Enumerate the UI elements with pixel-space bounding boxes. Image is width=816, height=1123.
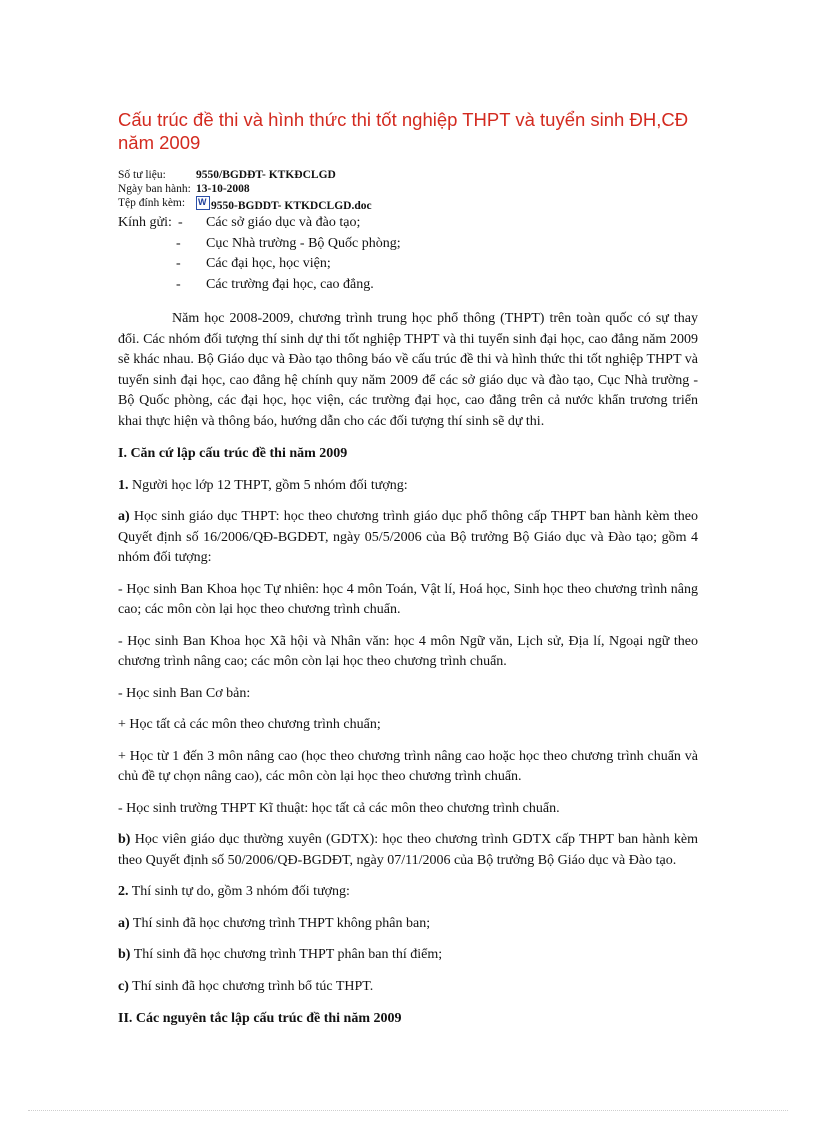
- meta-label: Ngày ban hành:: [118, 183, 191, 195]
- page-bottom-divider: [28, 1110, 788, 1111]
- paragraph-text: Thí sinh đã học chương trình THPT không phân ban;: [129, 915, 431, 931]
- page-title: Cấu trúc đề thi và hình thức thi tốt nghiệp THPT và tuyển sinh ĐH,CĐ năm 2009: [118, 109, 689, 153]
- recipient-row: [118, 234, 698, 255]
- item-label: c): [118, 978, 129, 994]
- paragraph-b: [118, 830, 698, 871]
- recipients-list: [118, 213, 698, 295]
- paragraph-2b: [118, 945, 698, 966]
- paragraph-text: Thí sinh đã học chương trình bổ túc THPT.: [128, 978, 374, 994]
- recipient-row: [118, 254, 698, 275]
- attachment-filename: 9550-BGDDT- KTKDCLGD.doc: [211, 200, 372, 212]
- paragraph-a: [118, 507, 698, 569]
- item-label: b): [118, 832, 131, 847]
- paragraph-ban-tu-nhien: - Học sinh Ban Khoa học Tự nhiên: học 4 môn Toán, Vật lí, Hoá học, Sinh học theo chương trình nâng cao; các môn còn lại học theo chương trình chuẩn.: [118, 581, 698, 617]
- item-label: b): [118, 947, 131, 962]
- attachment-link[interactable]: [196, 196, 372, 213]
- item-label: a): [118, 915, 130, 931]
- paragraph-text: Thí sinh đã học chương trình THPT phân ban thí điểm;: [130, 947, 443, 962]
- paragraph-1: [118, 476, 698, 497]
- paragraph-2a: [118, 914, 698, 935]
- word-document-icon: [196, 196, 210, 210]
- dash: -: [176, 256, 181, 271]
- document-metadata: [118, 168, 698, 213]
- paragraph-ban-xa-hoi: - Học sinh Ban Khoa học Xã hội và Nhân văn: học 4 môn Ngữ văn, Lịch sử, Địa lí, Ngoại ngữ theo chương trình nâng cao; các môn còn lại học theo chương trình chuẩn.: [118, 633, 698, 669]
- dash: -: [176, 235, 181, 251]
- recipients-lead: Kính gửi:: [118, 215, 172, 230]
- meta-label: Số tư liệu:: [118, 169, 166, 181]
- paragraph-text: Học viên giáo dục thường xuyên (GDTX): học theo chương trình GDTX cấp THPT ban hành kèm theo Quyết định số 50/2006/QĐ-BGDĐT, ngày 07/11/2006 của Bộ trưởng Bộ Giáo dục và Đào tạo.: [118, 832, 698, 868]
- meta-label: Tệp đính kèm:: [118, 197, 186, 209]
- meta-row-tep-dinh-kem: [118, 196, 698, 213]
- recipient-item: Cục Nhà trường - Bộ Quốc phòng;: [206, 235, 401, 251]
- meta-row-so-tu-lieu: [118, 168, 698, 182]
- meta-row-ngay-ban-hanh: [118, 182, 698, 196]
- section-heading: I. Căn cứ lập cấu trúc đề thi năm 2009: [118, 446, 348, 461]
- meta-value: 9550/BGDĐT- KTKĐCLGD: [196, 169, 336, 181]
- item-number: 2.: [118, 884, 129, 899]
- recipient-item: Các đại học, học viện;: [206, 256, 331, 271]
- paragraph-text: Học sinh giáo dục THPT: học theo chương trình giáo dục phổ thông cấp THPT ban hành kèm theo Quyết định số 16/2006/QĐ-BGDĐT, ngày 05/5/2006 của Bộ trưởng Bộ Giáo dục và Đào tạo; gồm 4 nhóm đối tượng:: [118, 509, 698, 565]
- intro-paragraph: Năm học 2008-2009, chương trình trung học phổ thông (THPT) trên toàn quốc có sự thay đổi. Các nhóm đối tượng thí sinh dự thi tốt nghiệp THPT và thi tuyển sinh đại học, cao đẳng năm 2009 sẽ khác nhau. Bộ Giáo dục và Đào tạo thông báo về cấu trúc đề thi và hình thức thi tốt nghiệp THPT và tuyển sinh đại học, cao đẳng hệ chính quy năm 2009 để các sở giáo dục và đào tạo, Cục Nhà trường - Bộ Quốc phòng, các đại học, học viện, các trường đại học, cao đẳng trên cả nước khẩn trương triển khai thực hiện và thông báo, hướng dẫn cho các đối tượng thí sinh sẽ dự thi.: [118, 311, 698, 429]
- paragraph-text: Thí sinh tự do, gồm 3 nhóm đối tượng:: [128, 884, 350, 899]
- dash: -: [178, 215, 183, 230]
- recipient-row: [118, 275, 698, 296]
- paragraph-2: [118, 882, 698, 903]
- paragraph-co-ban-1: + Học tất cả các môn theo chương trình chuẩn;: [118, 717, 381, 732]
- paragraph-ki-thuat: - Học sinh trường THPT Kĩ thuật: học tất cả các môn theo chương trình chuẩn.: [118, 800, 560, 816]
- paragraph-text: Người học lớp 12 THPT, gồm 5 nhóm đối tượng:: [128, 477, 408, 493]
- recipient-row: [118, 213, 698, 234]
- recipient-item: Các trường đại học, cao đẳng.: [206, 276, 374, 292]
- paragraph-co-ban-2: + Học từ 1 đến 3 môn nâng cao (học theo chương trình nâng cao hoặc học theo chương trình chuẩn và chủ đề tự chọn nâng cao), các môn còn lại học theo chương trình chuẩn.: [118, 748, 698, 784]
- meta-value: 13-10-2008: [196, 183, 250, 195]
- paragraph-ban-co-ban: - Học sinh Ban Cơ bản:: [118, 685, 251, 701]
- section-heading: II. Các nguyên tắc lập cấu trúc đề thi năm 2009: [118, 1011, 402, 1026]
- recipient-item: Các sở giáo dục và đào tạo;: [206, 215, 361, 230]
- item-label: a): [118, 509, 130, 524]
- dash: -: [176, 276, 181, 292]
- document-page: [118, 108, 698, 1030]
- item-number: 1.: [118, 477, 129, 493]
- paragraph-2c: [118, 977, 698, 998]
